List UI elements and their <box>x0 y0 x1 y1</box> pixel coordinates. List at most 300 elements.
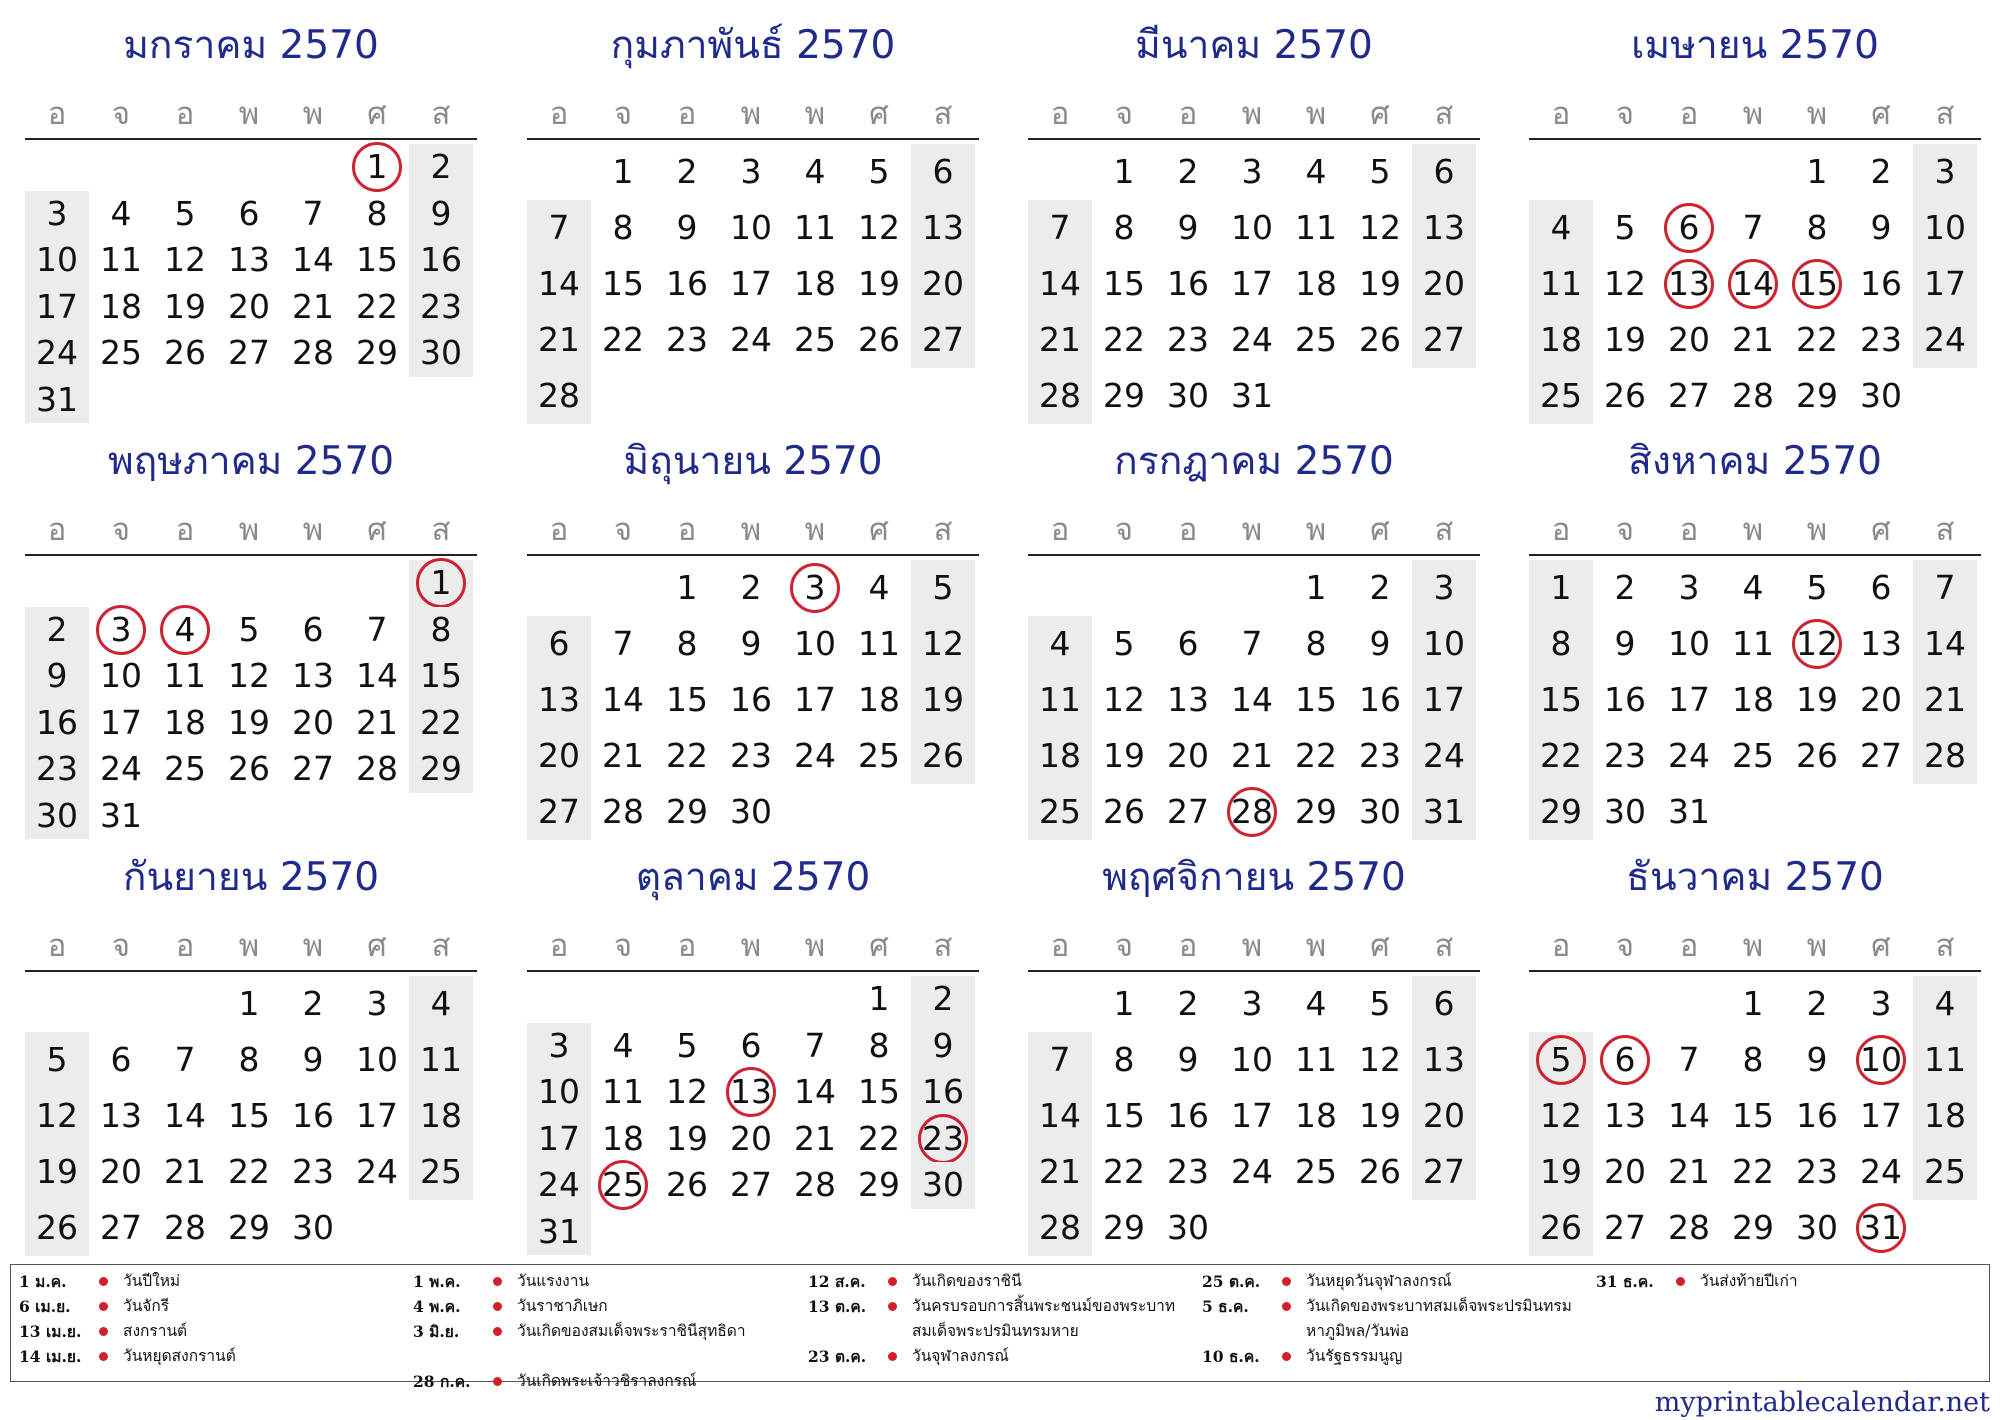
day-cell[interactable]: 9 <box>911 1023 975 1070</box>
day-cell[interactable]: 15 <box>602 264 644 303</box>
day-cell[interactable]: 1 <box>366 147 388 186</box>
day-cell[interactable]: 5 <box>1806 568 1828 607</box>
day-cell[interactable]: 19 <box>164 286 206 326</box>
day-cell[interactable]: 17 <box>1231 264 1273 303</box>
day-cell[interactable]: 27 <box>228 333 270 372</box>
day-cell[interactable]: 1 <box>1806 152 1828 191</box>
day-cell[interactable]: 17 <box>1412 672 1476 728</box>
day-cell[interactable]: 16 <box>730 680 772 719</box>
day-cell[interactable]: 3 <box>804 568 826 607</box>
day-cell[interactable]: 15 <box>1295 680 1337 719</box>
day-cell[interactable]: 11 <box>164 656 206 695</box>
day-cell[interactable]: 23 <box>25 746 89 793</box>
day-cell[interactable]: 23 <box>1604 736 1646 775</box>
day-cell[interactable]: 21 <box>1231 736 1273 775</box>
day-cell[interactable]: 17 <box>794 680 836 719</box>
day-cell[interactable]: 14 <box>1231 680 1273 719</box>
day-cell[interactable]: 4 <box>409 976 473 1032</box>
day-cell[interactable]: 7 <box>302 193 324 233</box>
day-cell[interactable]: 26 <box>911 728 975 784</box>
day-cell[interactable]: 12 <box>1796 624 1838 663</box>
day-cell[interactable]: 28 <box>356 749 398 788</box>
day-cell[interactable]: 20 <box>1412 256 1476 312</box>
day-cell[interactable]: 13 <box>100 1096 142 1135</box>
day-cell[interactable]: 10 <box>356 1040 398 1079</box>
day-cell[interactable]: 10 <box>100 656 142 695</box>
day-cell[interactable]: 28 <box>527 368 591 424</box>
day-cell[interactable]: 30 <box>409 330 473 377</box>
day-cell[interactable]: 12 <box>911 616 975 672</box>
day-cell[interactable]: 23 <box>292 1152 334 1191</box>
day-cell[interactable]: 2 <box>676 152 698 191</box>
day-cell[interactable]: 29 <box>1103 1208 1145 1247</box>
day-cell[interactable]: 19 <box>1604 320 1646 359</box>
day-cell[interactable]: 12 <box>1359 1040 1401 1079</box>
day-cell[interactable]: 31 <box>1668 792 1710 831</box>
day-cell[interactable]: 9 <box>1806 1040 1828 1079</box>
day-cell[interactable]: 18 <box>1295 264 1337 303</box>
day-cell[interactable]: 8 <box>676 624 698 663</box>
day-cell[interactable]: 2 <box>409 144 473 191</box>
day-cell[interactable]: 26 <box>666 1165 708 1204</box>
day-cell[interactable]: 25 <box>858 736 900 775</box>
day-cell[interactable]: 5 <box>238 609 260 649</box>
day-cell[interactable]: 17 <box>1231 1096 1273 1135</box>
day-cell[interactable]: 3 <box>1241 984 1263 1023</box>
day-cell[interactable]: 19 <box>666 1118 708 1158</box>
day-cell[interactable]: 12 <box>1604 264 1646 303</box>
day-cell[interactable]: 20 <box>100 1152 142 1191</box>
day-cell[interactable]: 27 <box>911 312 975 368</box>
day-cell[interactable]: 25 <box>602 1165 644 1204</box>
day-cell[interactable]: 29 <box>1796 376 1838 415</box>
day-cell[interactable]: 7 <box>366 609 388 649</box>
day-cell[interactable]: 28 <box>1913 728 1977 784</box>
day-cell[interactable]: 25 <box>1295 1152 1337 1191</box>
day-cell[interactable]: 2 <box>1870 152 1892 191</box>
day-cell[interactable]: 20 <box>228 286 270 326</box>
day-cell[interactable]: 12 <box>25 1088 89 1144</box>
day-cell[interactable]: 30 <box>292 1208 334 1247</box>
day-cell[interactable]: 14 <box>1668 1096 1710 1135</box>
day-cell[interactable]: 15 <box>1796 264 1838 303</box>
day-cell[interactable]: 23 <box>1167 1152 1209 1191</box>
day-cell[interactable]: 16 <box>666 264 708 303</box>
day-cell[interactable]: 16 <box>292 1096 334 1135</box>
day-cell[interactable]: 20 <box>730 1118 772 1158</box>
day-cell[interactable]: 1 <box>238 984 260 1023</box>
day-cell[interactable]: 25 <box>164 749 206 788</box>
day-cell[interactable]: 7 <box>1913 560 1977 616</box>
day-cell[interactable]: 18 <box>858 680 900 719</box>
day-cell[interactable]: 13 <box>527 672 591 728</box>
day-cell[interactable]: 26 <box>1359 1152 1401 1191</box>
day-cell[interactable]: 20 <box>292 702 334 742</box>
day-cell[interactable]: 15 <box>666 680 708 719</box>
day-cell[interactable]: 2 <box>1177 984 1199 1023</box>
day-cell[interactable]: 3 <box>366 984 388 1023</box>
day-cell[interactable]: 20 <box>911 256 975 312</box>
day-cell[interactable]: 1 <box>676 568 698 607</box>
day-cell[interactable]: 31 <box>1231 376 1273 415</box>
day-cell[interactable]: 21 <box>356 702 398 742</box>
day-cell[interactable]: 27 <box>100 1208 142 1247</box>
day-cell[interactable]: 10 <box>1231 1040 1273 1079</box>
day-cell[interactable]: 7 <box>612 624 634 663</box>
day-cell[interactable]: 2 <box>740 568 762 607</box>
day-cell[interactable]: 16 <box>1604 680 1646 719</box>
day-cell[interactable]: 12 <box>1103 680 1145 719</box>
day-cell[interactable]: 16 <box>1167 264 1209 303</box>
day-cell[interactable]: 28 <box>1028 1200 1092 1256</box>
day-cell[interactable]: 1 <box>1742 984 1764 1023</box>
day-cell[interactable]: 5 <box>676 1025 698 1065</box>
day-cell[interactable]: 14 <box>602 680 644 719</box>
day-cell[interactable]: 11 <box>1028 672 1092 728</box>
day-cell[interactable]: 27 <box>527 784 591 840</box>
day-cell[interactable]: 8 <box>238 1040 260 1079</box>
day-cell[interactable]: 24 <box>1231 320 1273 359</box>
day-cell[interactable]: 5 <box>911 560 975 616</box>
day-cell[interactable]: 12 <box>858 208 900 247</box>
day-cell[interactable]: 21 <box>1028 1144 1092 1200</box>
day-cell[interactable]: 11 <box>858 624 900 663</box>
day-cell[interactable]: 10 <box>1231 208 1273 247</box>
day-cell[interactable]: 11 <box>1295 208 1337 247</box>
day-cell[interactable]: 10 <box>25 237 89 284</box>
day-cell[interactable]: 27 <box>1668 376 1710 415</box>
day-cell[interactable]: 29 <box>1529 784 1593 840</box>
day-cell[interactable]: 17 <box>356 1096 398 1135</box>
day-cell[interactable]: 13 <box>1412 1032 1476 1088</box>
day-cell[interactable]: 3 <box>740 152 762 191</box>
day-cell[interactable]: 2 <box>302 984 324 1023</box>
day-cell[interactable]: 29 <box>858 1165 900 1204</box>
day-cell[interactable]: 7 <box>1028 1032 1092 1088</box>
day-cell[interactable]: 3 <box>1678 568 1700 607</box>
day-cell[interactable]: 28 <box>292 333 334 372</box>
day-cell[interactable]: 28 <box>602 792 644 831</box>
day-cell[interactable]: 8 <box>1305 624 1327 663</box>
day-cell[interactable]: 28 <box>164 1208 206 1247</box>
day-cell[interactable]: 2 <box>1177 152 1199 191</box>
day-cell[interactable]: 24 <box>794 736 836 775</box>
day-cell[interactable]: 9 <box>1369 624 1391 663</box>
day-cell[interactable]: 5 <box>1614 208 1636 247</box>
day-cell[interactable]: 26 <box>164 333 206 372</box>
day-cell[interactable]: 22 <box>858 1118 900 1158</box>
day-cell[interactable]: 7 <box>804 1025 826 1065</box>
day-cell[interactable]: 5 <box>174 193 196 233</box>
day-cell[interactable]: 7 <box>1028 200 1092 256</box>
day-cell[interactable]: 13 <box>730 1072 772 1111</box>
day-cell[interactable]: 29 <box>666 792 708 831</box>
website-footer[interactable]: myprintablecalendar.net <box>1654 1387 1990 1418</box>
day-cell[interactable]: 19 <box>1359 264 1401 303</box>
day-cell[interactable]: 6 <box>1678 208 1700 247</box>
day-cell[interactable]: 11 <box>409 1032 473 1088</box>
day-cell[interactable]: 21 <box>1913 672 1977 728</box>
day-cell[interactable]: 26 <box>228 749 270 788</box>
day-cell[interactable]: 18 <box>1028 728 1092 784</box>
day-cell[interactable]: 8 <box>409 607 473 654</box>
day-cell[interactable]: 1 <box>409 560 473 607</box>
day-cell[interactable]: 17 <box>730 264 772 303</box>
day-cell[interactable]: 10 <box>1860 1040 1902 1079</box>
day-cell[interactable]: 26 <box>1796 736 1838 775</box>
day-cell[interactable]: 9 <box>740 624 762 663</box>
day-cell[interactable]: 19 <box>1796 680 1838 719</box>
day-cell[interactable]: 6 <box>1870 568 1892 607</box>
day-cell[interactable]: 18 <box>1913 1088 1977 1144</box>
day-cell[interactable]: 10 <box>1412 616 1476 672</box>
day-cell[interactable]: 23 <box>666 320 708 359</box>
day-cell[interactable]: 30 <box>911 1162 975 1209</box>
day-cell[interactable]: 3 <box>1241 152 1263 191</box>
day-cell[interactable]: 24 <box>356 1152 398 1191</box>
day-cell[interactable]: 28 <box>794 1165 836 1204</box>
day-cell[interactable]: 7 <box>1678 1040 1700 1079</box>
day-cell[interactable]: 6 <box>110 1040 132 1079</box>
day-cell[interactable]: 4 <box>1305 152 1327 191</box>
day-cell[interactable]: 21 <box>1732 320 1774 359</box>
day-cell[interactable]: 24 <box>730 320 772 359</box>
day-cell[interactable]: 21 <box>164 1152 206 1191</box>
day-cell[interactable]: 11 <box>794 208 836 247</box>
day-cell[interactable]: 14 <box>164 1096 206 1135</box>
day-cell[interactable]: 21 <box>292 286 334 326</box>
day-cell[interactable]: 10 <box>730 208 772 247</box>
day-cell[interactable]: 6 <box>302 609 324 649</box>
day-cell[interactable]: 18 <box>409 1088 473 1144</box>
day-cell[interactable]: 16 <box>409 237 473 284</box>
day-cell[interactable]: 17 <box>527 1116 591 1163</box>
day-cell[interactable]: 25 <box>794 320 836 359</box>
day-cell[interactable]: 13 <box>228 240 270 279</box>
day-cell[interactable]: 27 <box>1604 1208 1646 1247</box>
day-cell[interactable]: 22 <box>666 736 708 775</box>
day-cell[interactable]: 25 <box>409 1144 473 1200</box>
day-cell[interactable]: 13 <box>1668 264 1710 303</box>
day-cell[interactable]: 27 <box>1412 312 1476 368</box>
day-cell[interactable]: 28 <box>1028 368 1092 424</box>
day-cell[interactable]: 22 <box>1732 1152 1774 1191</box>
day-cell[interactable]: 1 <box>1113 984 1135 1023</box>
day-cell[interactable]: 13 <box>1412 200 1476 256</box>
day-cell[interactable]: 14 <box>794 1072 836 1111</box>
day-cell[interactable]: 2 <box>1614 568 1636 607</box>
day-cell[interactable]: 1 <box>1113 152 1135 191</box>
day-cell[interactable]: 6 <box>1412 144 1476 200</box>
day-cell[interactable]: 16 <box>911 1069 975 1116</box>
day-cell[interactable]: 5 <box>1529 1032 1593 1088</box>
day-cell[interactable]: 18 <box>164 702 206 742</box>
day-cell[interactable]: 3 <box>527 1023 591 1070</box>
day-cell[interactable]: 24 <box>1913 312 1977 368</box>
day-cell[interactable]: 15 <box>1103 1096 1145 1135</box>
day-cell[interactable]: 20 <box>1860 680 1902 719</box>
day-cell[interactable]: 29 <box>228 1208 270 1247</box>
day-cell[interactable]: 12 <box>228 656 270 695</box>
day-cell[interactable]: 6 <box>911 144 975 200</box>
day-cell[interactable]: 9 <box>1870 208 1892 247</box>
day-cell[interactable]: 20 <box>1668 320 1710 359</box>
day-cell[interactable]: 12 <box>1359 208 1401 247</box>
day-cell[interactable]: 29 <box>409 746 473 793</box>
day-cell[interactable]: 4 <box>804 152 826 191</box>
day-cell[interactable]: 9 <box>676 208 698 247</box>
day-cell[interactable]: 15 <box>1103 264 1145 303</box>
day-cell[interactable]: 7 <box>527 200 591 256</box>
day-cell[interactable]: 7 <box>1241 624 1263 663</box>
day-cell[interactable]: 31 <box>25 377 89 424</box>
day-cell[interactable]: 19 <box>911 672 975 728</box>
day-cell[interactable]: 30 <box>730 792 772 831</box>
day-cell[interactable]: 29 <box>1103 376 1145 415</box>
day-cell[interactable]: 19 <box>1529 1144 1593 1200</box>
day-cell[interactable]: 3 <box>25 191 89 238</box>
day-cell[interactable]: 22 <box>228 1152 270 1191</box>
day-cell[interactable]: 30 <box>25 793 89 840</box>
day-cell[interactable]: 14 <box>1028 1088 1092 1144</box>
day-cell[interactable]: 22 <box>602 320 644 359</box>
day-cell[interactable]: 14 <box>292 240 334 279</box>
day-cell[interactable]: 18 <box>1529 312 1593 368</box>
day-cell[interactable]: 19 <box>858 264 900 303</box>
day-cell[interactable]: 2 <box>1369 568 1391 607</box>
day-cell[interactable]: 7 <box>1742 208 1764 247</box>
day-cell[interactable]: 23 <box>1860 320 1902 359</box>
day-cell[interactable]: 16 <box>1167 1096 1209 1135</box>
day-cell[interactable]: 1 <box>1305 568 1327 607</box>
day-cell[interactable]: 24 <box>1860 1152 1902 1191</box>
day-cell[interactable]: 16 <box>1860 264 1902 303</box>
day-cell[interactable]: 15 <box>409 653 473 700</box>
day-cell[interactable]: 20 <box>1604 1152 1646 1191</box>
day-cell[interactable]: 24 <box>1412 728 1476 784</box>
day-cell[interactable]: 21 <box>1028 312 1092 368</box>
day-cell[interactable]: 30 <box>1796 1208 1838 1247</box>
day-cell[interactable]: 15 <box>356 240 398 279</box>
day-cell[interactable]: 25 <box>1529 368 1593 424</box>
day-cell[interactable]: 1 <box>1529 560 1593 616</box>
day-cell[interactable]: 27 <box>1167 792 1209 831</box>
day-cell[interactable]: 9 <box>409 191 473 238</box>
day-cell[interactable]: 26 <box>858 320 900 359</box>
day-cell[interactable]: 29 <box>1295 792 1337 831</box>
day-cell[interactable]: 8 <box>366 193 388 233</box>
day-cell[interactable]: 6 <box>1614 1040 1636 1079</box>
day-cell[interactable]: 11 <box>1913 1032 1977 1088</box>
day-cell[interactable]: 8 <box>1742 1040 1764 1079</box>
day-cell[interactable]: 4 <box>1913 976 1977 1032</box>
day-cell[interactable]: 19 <box>25 1144 89 1200</box>
day-cell[interactable]: 26 <box>25 1200 89 1256</box>
day-cell[interactable]: 26 <box>1529 1200 1593 1256</box>
day-cell[interactable]: 30 <box>1167 1208 1209 1247</box>
day-cell[interactable]: 19 <box>228 702 270 742</box>
day-cell[interactable]: 20 <box>1167 736 1209 775</box>
day-cell[interactable]: 9 <box>25 653 89 700</box>
day-cell[interactable]: 30 <box>1167 376 1209 415</box>
day-cell[interactable]: 2 <box>911 976 975 1023</box>
day-cell[interactable]: 25 <box>1913 1144 1977 1200</box>
day-cell[interactable]: 11 <box>100 240 142 279</box>
day-cell[interactable]: 27 <box>1412 1144 1476 1200</box>
day-cell[interactable]: 18 <box>1732 680 1774 719</box>
day-cell[interactable]: 21 <box>794 1118 836 1158</box>
day-cell[interactable]: 23 <box>409 284 473 331</box>
day-cell[interactable]: 11 <box>1529 256 1593 312</box>
day-cell[interactable]: 18 <box>1295 1096 1337 1135</box>
day-cell[interactable]: 10 <box>527 1069 591 1116</box>
day-cell[interactable]: 14 <box>1913 616 1977 672</box>
day-cell[interactable]: 6 <box>527 616 591 672</box>
day-cell[interactable]: 8 <box>868 1025 890 1065</box>
day-cell[interactable]: 19 <box>1103 736 1145 775</box>
day-cell[interactable]: 28 <box>1231 792 1273 831</box>
day-cell[interactable]: 28 <box>1732 376 1774 415</box>
day-cell[interactable]: 1 <box>868 979 890 1018</box>
day-cell[interactable]: 26 <box>1604 376 1646 415</box>
day-cell[interactable]: 5 <box>1113 624 1135 663</box>
day-cell[interactable]: 27 <box>1860 736 1902 775</box>
day-cell[interactable]: 24 <box>527 1162 591 1209</box>
day-cell[interactable]: 30 <box>1860 376 1902 415</box>
day-cell[interactable]: 27 <box>292 749 334 788</box>
day-cell[interactable]: 16 <box>1796 1096 1838 1135</box>
day-cell[interactable]: 4 <box>612 1025 634 1065</box>
day-cell[interactable]: 30 <box>1604 792 1646 831</box>
day-cell[interactable]: 31 <box>527 1209 591 1256</box>
day-cell[interactable]: 8 <box>612 208 634 247</box>
day-cell[interactable]: 26 <box>1359 320 1401 359</box>
day-cell[interactable]: 23 <box>1796 1152 1838 1191</box>
day-cell[interactable]: 24 <box>1231 1152 1273 1191</box>
day-cell[interactable]: 22 <box>1295 736 1337 775</box>
day-cell[interactable]: 8 <box>1113 1040 1135 1079</box>
day-cell[interactable]: 14 <box>527 256 591 312</box>
day-cell[interactable]: 24 <box>100 749 142 788</box>
day-cell[interactable]: 18 <box>794 264 836 303</box>
day-cell[interactable]: 30 <box>1359 792 1401 831</box>
day-cell[interactable]: 9 <box>302 1040 324 1079</box>
day-cell[interactable]: 12 <box>1529 1088 1593 1144</box>
day-cell[interactable]: 15 <box>858 1072 900 1111</box>
day-cell[interactable]: 8 <box>1529 616 1593 672</box>
day-cell[interactable]: 10 <box>1913 200 1977 256</box>
day-cell[interactable]: 3 <box>1870 984 1892 1023</box>
day-cell[interactable]: 20 <box>527 728 591 784</box>
day-cell[interactable]: 5 <box>25 1032 89 1088</box>
day-cell[interactable]: 11 <box>602 1072 644 1111</box>
day-cell[interactable]: 4 <box>868 568 890 607</box>
day-cell[interactable]: 22 <box>1103 1152 1145 1191</box>
day-cell[interactable]: 4 <box>1305 984 1327 1023</box>
day-cell[interactable]: 14 <box>1028 256 1092 312</box>
day-cell[interactable]: 22 <box>1796 320 1838 359</box>
day-cell[interactable]: 22 <box>409 700 473 747</box>
day-cell[interactable]: 9 <box>1177 1040 1199 1079</box>
day-cell[interactable]: 24 <box>25 330 89 377</box>
day-cell[interactable]: 1 <box>612 152 634 191</box>
day-cell[interactable]: 3 <box>1412 560 1476 616</box>
day-cell[interactable]: 6 <box>1412 976 1476 1032</box>
day-cell[interactable]: 17 <box>1668 680 1710 719</box>
day-cell[interactable]: 17 <box>1913 256 1977 312</box>
day-cell[interactable]: 13 <box>1167 680 1209 719</box>
day-cell[interactable]: 25 <box>1732 736 1774 775</box>
